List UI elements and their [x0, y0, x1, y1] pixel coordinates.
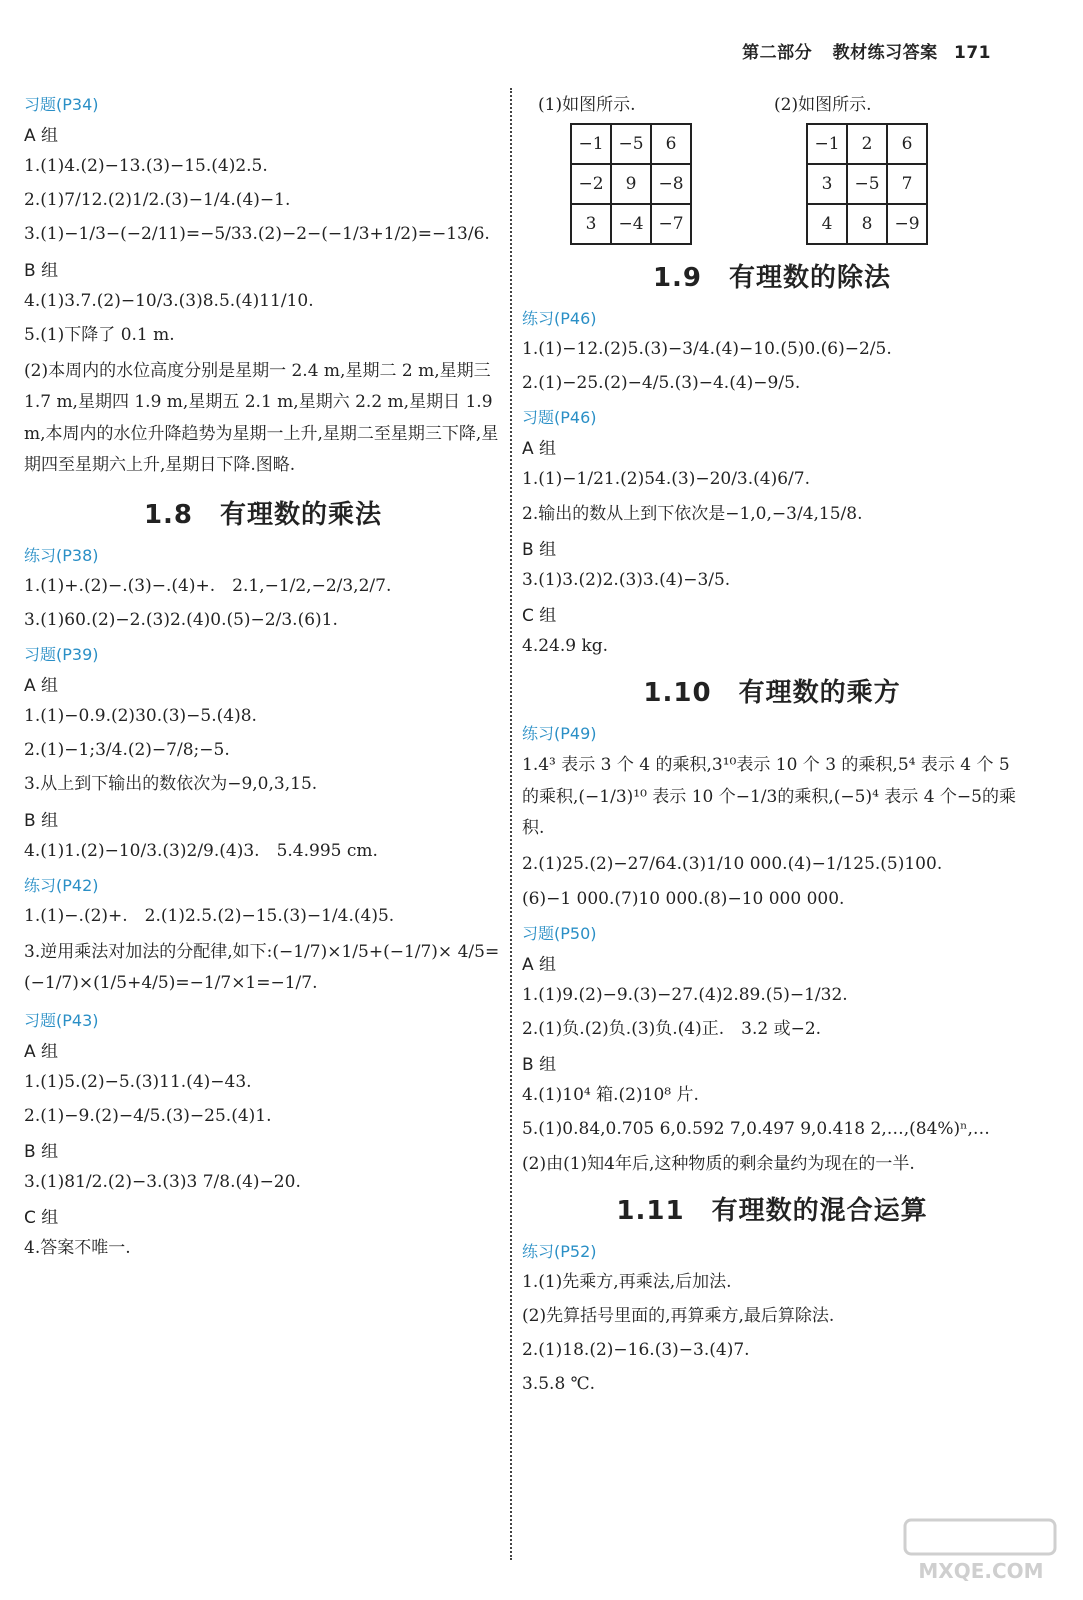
answer-line: (2)由(1)知4年后,这种物质的剩余量约为现在的一半. [522, 1153, 915, 1174]
magic-square-table [806, 123, 928, 245]
answer-line: 4.(1)3.7.(2)−10/3.(3)8.5.(4)11/10. [24, 290, 314, 311]
magic-square-block [538, 90, 758, 245]
group-heading: B 组 [24, 1142, 59, 1163]
exercise-label: 练习(P42) [24, 875, 99, 895]
exercise-label: 习题(P43) [24, 1010, 99, 1030]
answer-line: 3.(1)81/2.(2)−3.(3)3 7/8.(4)−20. [24, 1172, 301, 1193]
group-heading: B 组 [24, 810, 59, 831]
answer-line: 5.(1)下降了 0.1 m. [24, 324, 175, 345]
grid-cell: −1 [807, 124, 847, 164]
grid-cell: 3 [571, 204, 611, 244]
grid-cell: 8 [847, 204, 887, 244]
magic-squares [522, 90, 1022, 245]
exercise-label: 练习(P46) [522, 309, 597, 328]
section-title: 1.8 有理数的乘法 [143, 499, 383, 530]
answer-line: 4.(1)1.(2)−10/3.(3)2/9.(4)3. 5.4.995 cm. [24, 840, 378, 861]
grid-cell: −8 [651, 164, 691, 204]
group-heading: C 组 [522, 605, 557, 626]
grid-cell: 9 [611, 164, 651, 204]
answer-line: 2.(1)7/12.(2)1/2.(3)−1/4.(4)−1. [24, 190, 291, 211]
answer-line: 2.(1)18.(2)−16.(3)−3.(4)7. [522, 1340, 750, 1361]
grid-cell: −4 [611, 204, 651, 244]
answer-line: 1.(1)9.(2)−9.(3)−27.(4)2.89.(5)−1/32. [522, 984, 848, 1005]
answer-line: (6)−1 000.(7)10 000.(8)−10 000 000. [522, 888, 845, 909]
answer-line: 1.(1)+.(2)−.(3)−.(4)+. 2.1,−1/2,−2/3,2/7. [24, 575, 392, 596]
grid-cell: 3 [807, 164, 847, 204]
answer-line: 2.(1)−9.(2)−4/5.(3)−25.(4)1. [24, 1106, 272, 1127]
grid-cell: −2 [571, 164, 611, 204]
answer-line: 1.(1)−.(2)+. 2.(1)2.5.(2)−15.(3)−1/4.(4)5. [24, 905, 395, 926]
exercise-label: 练习(P52) [522, 1241, 597, 1261]
grid-cell: −1 [571, 124, 611, 164]
column-divider [510, 88, 512, 1560]
exercise-label: 练习(P38) [24, 545, 99, 565]
page-number: 171 [954, 43, 991, 63]
exercise-label: 习题(P34) [24, 95, 99, 114]
group-heading: B 组 [24, 260, 59, 281]
answer-line: 4.24.9 kg. [522, 635, 609, 656]
answer-line: 1.(1)−1/21.(2)54.(3)−20/3.(4)6/7. [522, 469, 810, 490]
grid-cell: 7 [887, 164, 927, 204]
answer-line: 1.(1)−12.(2)5.(3)−3/4.(4)−10.(5)0.(6)−2/5. [522, 339, 892, 359]
answer-line: 1.(1)−0.9.(2)30.(3)−5.(4)8. [24, 706, 257, 727]
section-title: 1.11 有理数的混合运算 [616, 1195, 928, 1226]
answer-paragraph: 1.4³ 表示 3 个 4 的乘积,3¹⁰表示 10 个 3 的乘积,5⁴ 表示 4 个 5 的乘积,(−1/3)¹⁰ 表示 10 个−1/3的乘积,(−5)⁴ 表示 4 个−5的乘积. [522, 755, 1016, 838]
answer-line: 1.(1)先乘方,再乘法,后加法. [522, 1271, 732, 1292]
grid-cell: −5 [611, 124, 651, 164]
answer-line: 4.(1)10⁴ 箱.(2)10⁸ 片. [522, 1085, 699, 1106]
answer-line: 2.(1)负.(2)负.(3)负.(4)正. 3.2 或−2. [522, 1019, 822, 1039]
section-title: 1.9 有理数的除法 [652, 263, 892, 293]
grid-cell: −5 [847, 164, 887, 204]
exercise-label: 练习(P49) [522, 724, 597, 744]
answer-line: 3.(1)3.(2)2.(3)3.(4)−3/5. [522, 569, 731, 590]
answer-line: 3.从上到下输出的数依次为−9,0,3,15. [24, 774, 318, 795]
answer-line: 2.(1)−1;3/4.(2)−7/8;−5. [24, 740, 230, 761]
group-heading: A 组 [24, 676, 59, 697]
group-heading: A 组 [522, 954, 557, 975]
group-heading: B 组 [522, 539, 557, 560]
answer-line: 3.(1)60.(2)−2.(3)2.(4)0.(5)−2/3.(6)1. [24, 609, 338, 630]
answer-line: 4.答案不唯一. [24, 1238, 131, 1259]
grid-cell: 2 [847, 124, 887, 164]
magic-square-block [774, 90, 994, 245]
answer-line: 1.(1)4.(2)−13.(3)−15.(4)2.5. [24, 156, 268, 176]
magic-square-caption: (1)如图所示. [538, 95, 636, 115]
right-column [522, 84, 1022, 1406]
group-heading: B 组 [522, 1055, 557, 1076]
answer-line: 3.5.8 ℃. [522, 1374, 596, 1395]
answer-line: 1.(1)5.(2)−5.(3)11.(4)−43. [24, 1071, 252, 1092]
grid-cell: 6 [651, 124, 691, 164]
group-heading: A 组 [24, 126, 59, 146]
grid-cell: 6 [887, 124, 927, 164]
running-header [742, 38, 991, 63]
svg-text:MXQE.COM: MXQE.COM [918, 1559, 1044, 1583]
watermark-logo [901, 1516, 1061, 1586]
exercise-label: 习题(P39) [24, 645, 99, 665]
group-heading: C 组 [24, 1208, 59, 1229]
group-heading: A 组 [522, 439, 557, 460]
grid-cell: −7 [651, 204, 691, 244]
header-title: 教材练习答案 [832, 43, 938, 63]
group-heading: A 组 [24, 1041, 59, 1062]
answer-line: 2.(1)25.(2)−27/64.(3)1/10 000.(4)−1/125.(5)100. [522, 854, 943, 875]
answer-paragraph: 3.逆用乘法对加法的分配律,如下:(−1/7)×1/5+(−1/7)× 4/5=(−1/7)×(1/5+4/5)=−1/7×1=−1/7. [24, 942, 500, 994]
grid-cell: 4 [807, 204, 847, 244]
section-title: 1.10 有理数的乘方 [643, 678, 901, 709]
answer-line: 2.输出的数从上到下依次是−1,0,−3/4,15/8. [522, 503, 863, 524]
answer-line: 2.(1)−25.(2)−4/5.(3)−4.(4)−9/5. [522, 373, 801, 394]
grid-cell: −9 [887, 204, 927, 244]
magic-square-table [570, 123, 692, 245]
exercise-label: 习题(P50) [522, 923, 597, 943]
answer-line: 5.(1)0.84,0.705 6,0.592 7,0.497 9,0.418 2,…,(84%)ⁿ,… [522, 1119, 990, 1140]
header-part: 第二部分 [742, 43, 813, 63]
answer-line: (2)先算括号里面的,再算乘方,最后算除法. [522, 1305, 835, 1326]
magic-square-caption: (2)如图所示. [774, 95, 872, 115]
exercise-label: 习题(P46) [522, 408, 597, 428]
answer-line: 3.(1)−1/3−(−2/11)=−5/33.(2)−2−(−1/3+1/2)=−13/6. [24, 224, 490, 245]
answer-paragraph: (2)本周内的水位高度分别是星期一 2.4 m,星期二 2 m,星期三 1.7 m,星期四 1.9 m,星期五 2.1 m,星期六 2.2 m,星期日 1.9 m,本周内的水位升降趋势为星期一上升,星期二至星期三下降,星期四至星期六上升,星期日下降.图略. [24, 360, 499, 476]
left-column [24, 84, 502, 1270]
